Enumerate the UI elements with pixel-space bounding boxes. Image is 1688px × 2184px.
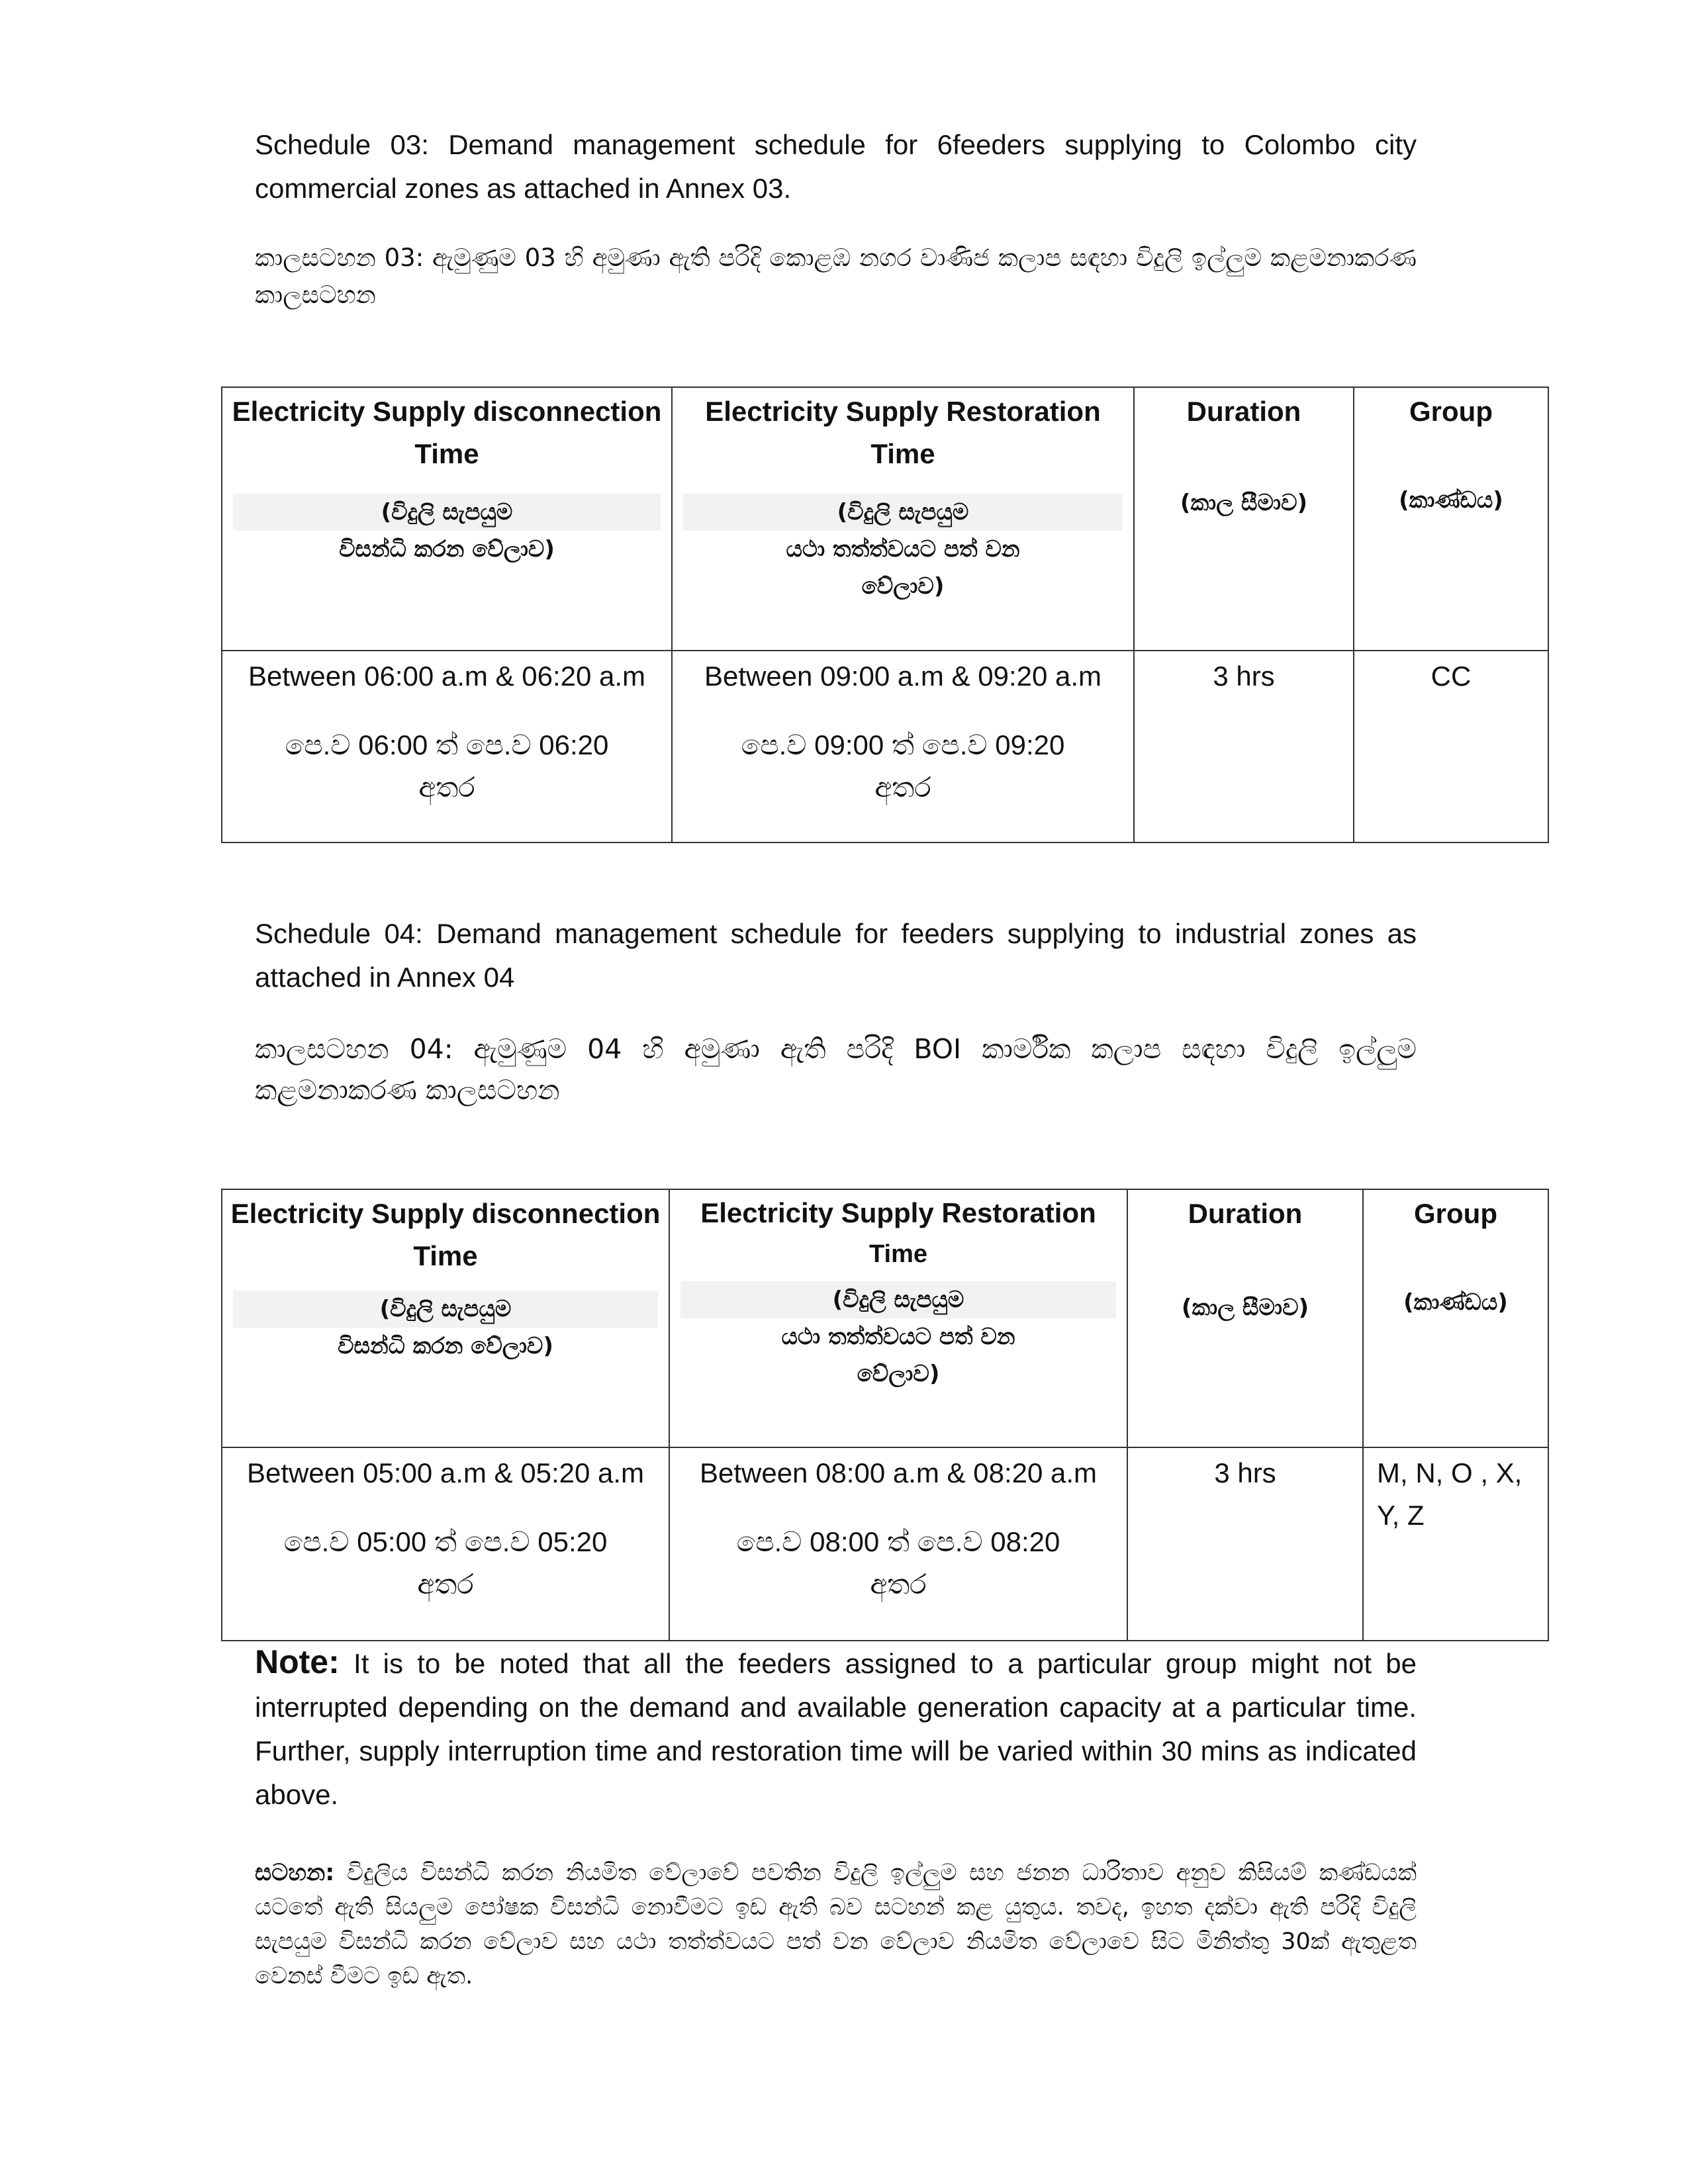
header-label: Electricity Supply Restoration Time xyxy=(700,1197,1096,1268)
header-disconnect-time xyxy=(222,387,672,651)
header-label: Electricity Supply Restoration Time xyxy=(705,396,1101,469)
cell-restoration-time: Between 09:00 a.m & 09:20 a.m පෙ.ව 09:00 ත් පෙ.ව 09:20 අතර xyxy=(672,651,1134,842)
header-label-si: (විදුලි සැපයුම යථා තත්ත්වයට පත් වන වේලාව) xyxy=(673,494,1133,605)
header-group xyxy=(1363,1189,1548,1447)
cell-duration: 3 hrs xyxy=(1127,1447,1363,1641)
header-label: Group xyxy=(1409,396,1493,427)
schedule-04-heading-en: Schedule 04: Demand management schedule for feeders supplying to industrial zones as attached in Annex 04 xyxy=(255,918,1417,993)
header-duration xyxy=(1134,387,1354,651)
header-label: Group xyxy=(1414,1198,1497,1229)
table-header-row xyxy=(222,387,1548,651)
schedule-04-heading-si: කාලසටහන 04: ඇමුණුම 04 හි අමුණා ඇති පරිදි BOI කාර්මික කලාප සඳහා විදුලි ඉල්ලුම කළමනාකරණ කාලසටහන xyxy=(255,1033,1417,1106)
note-text-si: විදුලිය විසන්ධි කරන නියමිත වේලාවේ පවතින විදුලි ඉල්ලුම සහ ජනන ධාරිතාව අනුව කිසියම් කණ්ඩයක් යටතේ ඇති සියලුම පෝෂක විසන්ධි නොවීමට ඉඩ ඇති බව සටහන් කළ යුතුය. තවද, ඉහත දක්වා ඇති පරිදි විදුලි සැපයුම විසන්ධි කරන වේලාව සහ යථා තත්ත්වයට පත් වන වේලාව නියමිත වේලාවෙ සිට මිනිත්තු 30ක් ඇතුළත වෙනස් වීමට ඉඩ ඇත. xyxy=(255,1860,1417,1989)
schedule-03-table xyxy=(221,387,1549,843)
note-label: Note: xyxy=(255,1643,340,1680)
header-label-si: (කාල සීමාව) xyxy=(1180,490,1308,516)
cell-disconnect-time: Between 05:00 a.m & 05:20 a.m පෙ.ව 05:00 ත් පෙ.ව 05:20 අතර xyxy=(222,1447,669,1641)
table-row xyxy=(222,1447,1548,1641)
header-label-si: (කාල සීමාව) xyxy=(1181,1295,1309,1321)
cell-restoration-time: Between 08:00 a.m & 08:20 a.m පෙ.ව 08:00 ත් පෙ.ව 08:20 අතර xyxy=(669,1447,1127,1641)
cell-duration: 3 hrs xyxy=(1134,651,1354,842)
header-disconnect-time xyxy=(222,1189,669,1447)
cell-disconnect-time: Between 06:00 a.m & 06:20 a.m පෙ.ව 06:00 ත් පෙ.ව 06:20 අතර xyxy=(222,651,672,842)
header-label: Duration xyxy=(1188,1198,1303,1229)
cell-group: CC xyxy=(1354,651,1548,842)
schedule-03-heading-si: කාලසටහන 03: ඇමුණුම 03 හි අමුණා ඇති පරිදි කොළඹ නගර වාණිජ කලාප සඳහා විදුලි ඉල්ලුම කළමනාකරණ කාලසටහන xyxy=(255,244,1417,309)
header-restoration-time xyxy=(669,1189,1127,1447)
header-duration xyxy=(1127,1189,1363,1447)
header-label: Electricity Supply disconnection Time xyxy=(232,396,662,469)
cell-group: M, N, O , X, Y, Z xyxy=(1363,1447,1548,1641)
table-header-row xyxy=(222,1189,1548,1447)
header-label-si: (කාණ්ඩය) xyxy=(1399,487,1503,514)
header-group xyxy=(1354,387,1548,651)
schedule-03-heading-en: Schedule 03: Demand management schedule for 6feeders supplying to Colombo city commercial zones as attached in Annex 03. xyxy=(255,129,1417,204)
note-text: It is to be noted that all the feeders assigned to a particular group might not be interrupted depending on the demand and available generation capacity at a particular time. Further, supply interruption time and restoration time will be varied within 30 mins as indicated above. xyxy=(255,1648,1417,1810)
note-label-si: සටහන: xyxy=(255,1860,335,1886)
header-label-si: (විදුලි සැපයුම විසන්ධි කරන වේලාව) xyxy=(222,494,671,568)
header-restoration-time xyxy=(672,387,1134,651)
header-label-si: (කාණ්ඩය) xyxy=(1403,1289,1508,1316)
header-label-si: (විදුලි සැපයුම යථා තත්ත්වයට පත් වන වේලාව) xyxy=(670,1281,1127,1392)
schedule-04-table xyxy=(221,1189,1549,1641)
header-label: Duration xyxy=(1186,396,1301,427)
note-en xyxy=(255,1640,1417,1817)
header-label: Electricity Supply disconnection Time xyxy=(230,1198,661,1271)
header-label-si: (විදුලි සැපයුම විසන්ධි කරන වේලාව) xyxy=(222,1291,669,1365)
note-si xyxy=(255,1856,1417,1993)
table-row xyxy=(222,651,1548,842)
